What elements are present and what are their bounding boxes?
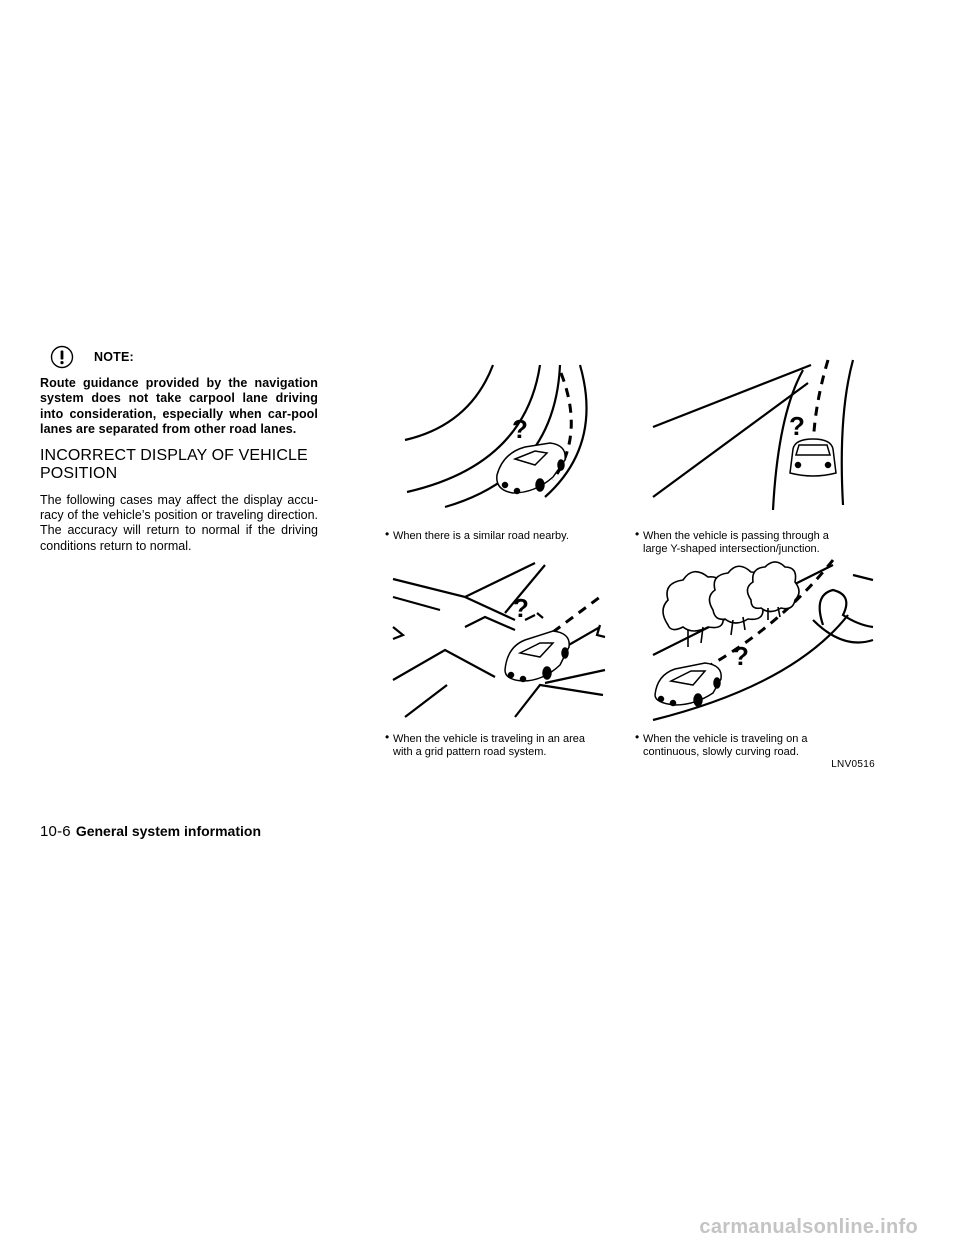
page-footer bbox=[40, 823, 261, 840]
caption-bullet: • bbox=[635, 730, 640, 744]
caption-line: continuous, slowly curving road. bbox=[643, 746, 799, 758]
caption-line: When the vehicle is traveling in an area bbox=[393, 733, 585, 745]
exclamation-circle-icon bbox=[50, 345, 74, 369]
caption-2 bbox=[635, 527, 880, 556]
note-header bbox=[40, 343, 318, 371]
caption-line: When there is a similar road nearby. bbox=[393, 530, 569, 542]
question-mark-3: ? bbox=[513, 593, 529, 623]
caption-line: When the vehicle is passing through a bbox=[643, 530, 829, 542]
caption-line: large Y-shaped intersection/junction. bbox=[643, 543, 820, 555]
caption-bullet: • bbox=[385, 730, 390, 744]
illustration-y-intersection bbox=[643, 355, 878, 525]
note-title: NOTE: bbox=[94, 350, 134, 364]
question-mark-1: ? bbox=[512, 414, 528, 444]
caption-bullet: • bbox=[385, 527, 390, 541]
section-title-line1: INCORRECT DISPLAY OF VEHICLE bbox=[40, 446, 308, 464]
illustration-grid-roads bbox=[385, 555, 615, 725]
caption-3 bbox=[385, 730, 635, 759]
caption-line: with a grid pattern road system. bbox=[393, 746, 547, 758]
section-body: The following cases may affect the display accu-racy of the vehicle’s position or traveling direction. The accuracy will return to normal if the driving conditions return to normal. bbox=[40, 492, 318, 553]
question-mark-2: ? bbox=[789, 411, 805, 441]
figure bbox=[385, 355, 880, 775]
page-number: 10-6 bbox=[40, 823, 71, 840]
watermark: carmanualsonline.info bbox=[699, 1216, 918, 1238]
question-mark-4: ? bbox=[733, 641, 749, 671]
figure-code: LNV0516 bbox=[831, 759, 875, 770]
note-body: Route guidance provided by the navigation system does not take carpool lane driving into consideration, especially when car-pool lanes are separated from other road lanes. bbox=[40, 376, 318, 437]
footer-section-title: General system information bbox=[75, 823, 261, 839]
section-title bbox=[40, 447, 318, 483]
caption-bullet: • bbox=[635, 527, 640, 541]
illustration-similar-road bbox=[385, 355, 615, 525]
section-title-line2: POSITION bbox=[40, 464, 118, 482]
caption-1 bbox=[385, 527, 625, 543]
text-column bbox=[40, 343, 318, 554]
caption-4 bbox=[635, 730, 880, 759]
illustration-curving-road bbox=[643, 555, 878, 730]
caption-line: When the vehicle is traveling on a bbox=[643, 733, 808, 745]
